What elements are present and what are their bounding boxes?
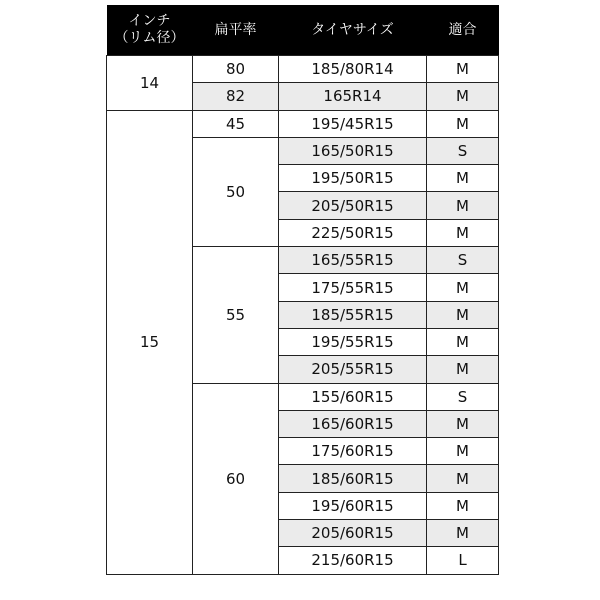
- aspect-cell: 55: [193, 247, 279, 383]
- table-row: [107, 110, 499, 137]
- tire-size-cell: 175/60R15: [279, 438, 427, 465]
- fit-cell: M: [427, 165, 499, 192]
- tire-size-cell: 215/60R15: [279, 547, 427, 574]
- tire-size-cell: 185/60R15: [279, 465, 427, 492]
- fit-cell: M: [427, 492, 499, 519]
- fit-cell: M: [427, 301, 499, 328]
- tire-size-cell: 195/60R15: [279, 492, 427, 519]
- tire-size-cell: 205/55R15: [279, 356, 427, 383]
- tire-size-cell: 175/55R15: [279, 274, 427, 301]
- tire-size-cell: 205/50R15: [279, 192, 427, 219]
- fit-cell: L: [427, 547, 499, 574]
- table-body: [107, 56, 499, 575]
- fit-cell: M: [427, 56, 499, 83]
- tire-size-cell: 165/50R15: [279, 137, 427, 164]
- inch-cell: 15: [107, 110, 193, 574]
- fit-cell: M: [427, 356, 499, 383]
- aspect-cell: 80: [193, 56, 279, 83]
- fit-cell: M: [427, 465, 499, 492]
- inch-cell: 14: [107, 56, 193, 111]
- tire-size-cell: 195/45R15: [279, 110, 427, 137]
- aspect-cell: 82: [193, 83, 279, 110]
- header-fit: 適合: [427, 5, 499, 56]
- tire-size-cell: 185/55R15: [279, 301, 427, 328]
- table-row: [107, 56, 499, 83]
- fit-cell: M: [427, 110, 499, 137]
- tire-size-cell: 165/55R15: [279, 247, 427, 274]
- fit-cell: M: [427, 438, 499, 465]
- tire-size-table-container: [106, 5, 498, 575]
- tire-size-cell: 185/80R14: [279, 56, 427, 83]
- header-row: [107, 5, 499, 56]
- fit-cell: S: [427, 137, 499, 164]
- aspect-cell: 45: [193, 110, 279, 137]
- header-size: タイヤサイズ: [279, 5, 427, 56]
- tire-size-cell: 195/50R15: [279, 165, 427, 192]
- fit-cell: M: [427, 192, 499, 219]
- tire-size-cell: 155/60R15: [279, 383, 427, 410]
- fit-cell: M: [427, 328, 499, 355]
- tire-size-cell: 205/60R15: [279, 520, 427, 547]
- fit-cell: S: [427, 383, 499, 410]
- fit-cell: M: [427, 274, 499, 301]
- header-inch-line1: インチ: [128, 13, 171, 29]
- tire-size-table: [106, 5, 499, 575]
- header-aspect: 扁平率: [193, 5, 279, 56]
- fit-cell: M: [427, 410, 499, 437]
- aspect-cell: 50: [193, 137, 279, 246]
- tire-size-cell: 225/50R15: [279, 219, 427, 246]
- header-inch-line2: （リム径）: [114, 30, 185, 46]
- aspect-cell: 60: [193, 383, 279, 574]
- fit-cell: M: [427, 520, 499, 547]
- table-header: [107, 5, 499, 56]
- header-inch: [107, 5, 193, 56]
- fit-cell: M: [427, 219, 499, 246]
- fit-cell: M: [427, 83, 499, 110]
- fit-cell: S: [427, 247, 499, 274]
- tire-size-cell: 165/60R15: [279, 410, 427, 437]
- tire-size-cell: 165R14: [279, 83, 427, 110]
- tire-size-cell: 195/55R15: [279, 328, 427, 355]
